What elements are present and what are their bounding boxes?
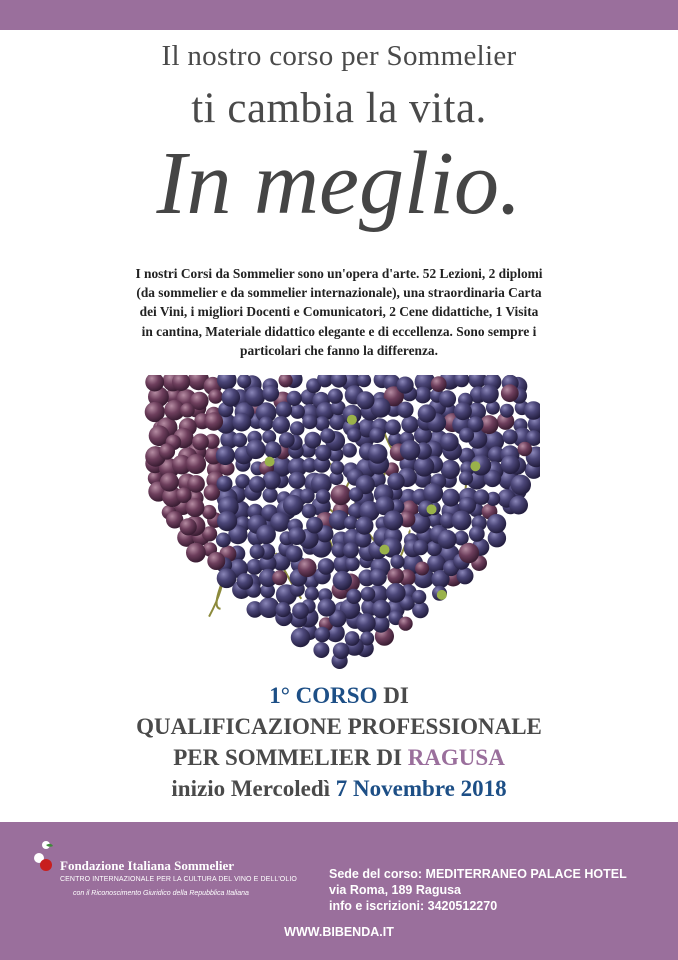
grape bbox=[290, 421, 305, 436]
green-grape bbox=[265, 457, 275, 467]
org-subtitle: CENTRO INTERNAZIONALE PER LA CULTURA DEL VINO E DELL'OLIO bbox=[60, 876, 297, 883]
org-recognition: con il Riconoscimento Giuridico della Repubblica Italiana bbox=[73, 890, 249, 897]
green-grape bbox=[437, 590, 447, 600]
grape bbox=[440, 433, 459, 452]
grape bbox=[355, 517, 373, 535]
grape bbox=[232, 413, 251, 432]
grape bbox=[333, 643, 350, 660]
grape bbox=[272, 570, 287, 585]
grape bbox=[401, 416, 418, 433]
grape bbox=[186, 543, 206, 563]
grape bbox=[187, 475, 205, 493]
grape bbox=[452, 511, 472, 531]
grape bbox=[159, 443, 175, 459]
grape bbox=[457, 567, 474, 584]
grape bbox=[256, 525, 276, 545]
venue-line: Sede del corso: MEDITERRANEO PALACE HOTEL bbox=[329, 867, 627, 881]
grape bbox=[302, 504, 317, 519]
grape bbox=[356, 613, 376, 633]
intro-line: particolari che fanno la differenza. bbox=[240, 342, 438, 358]
grape bbox=[343, 542, 359, 558]
grape bbox=[263, 487, 278, 502]
grape bbox=[349, 487, 363, 501]
grape bbox=[272, 416, 290, 434]
grape bbox=[369, 568, 387, 586]
venue-contact: info e iscrizioni: 3420512270 bbox=[329, 899, 498, 913]
grape bbox=[397, 402, 413, 418]
course-di: DI bbox=[377, 683, 409, 708]
course-line-1 bbox=[0, 680, 678, 711]
grape bbox=[399, 617, 413, 631]
headline-line-2: ti cambia la vita. bbox=[191, 85, 487, 132]
grape bbox=[509, 496, 528, 515]
grape bbox=[291, 628, 310, 647]
grape bbox=[302, 414, 317, 429]
grape bbox=[217, 476, 233, 492]
grape bbox=[474, 489, 490, 505]
grape bbox=[469, 526, 485, 542]
grape bbox=[233, 433, 248, 448]
grape bbox=[418, 404, 436, 422]
course-number: 1° CORSO bbox=[269, 683, 378, 708]
grape bbox=[459, 428, 474, 443]
grape bbox=[386, 583, 406, 603]
grape bbox=[207, 552, 225, 570]
grape bbox=[431, 376, 447, 392]
grape bbox=[347, 428, 361, 442]
grape bbox=[501, 455, 520, 474]
grape bbox=[186, 454, 206, 474]
intro-line: in cantina, Materiale didattico elegante e di eccellenza. Sono sempre i bbox=[141, 323, 537, 339]
grape bbox=[249, 476, 266, 493]
course-line-2: QUALIFICAZIONE PROFESSIONALE bbox=[136, 714, 542, 739]
course-start-prefix: inizio Mercoledì bbox=[171, 776, 336, 801]
grape bbox=[208, 389, 223, 404]
grape bbox=[318, 599, 336, 617]
grape bbox=[342, 443, 357, 458]
green-grape bbox=[380, 545, 390, 555]
grape bbox=[246, 440, 266, 460]
grape bbox=[372, 600, 391, 619]
grape bbox=[415, 387, 432, 404]
grape bbox=[454, 402, 472, 420]
grape bbox=[216, 533, 231, 548]
intro-line: (da sommelier e da sommelier internazionale), una straordinaria Carta bbox=[136, 285, 542, 301]
website-link[interactable]: WWW.BIBENDA.IT bbox=[284, 925, 394, 939]
grape bbox=[442, 489, 460, 507]
course-start bbox=[0, 773, 678, 804]
grape bbox=[345, 556, 360, 571]
grape bbox=[368, 444, 388, 464]
grape bbox=[387, 473, 404, 490]
grape bbox=[292, 602, 309, 619]
grape bbox=[288, 472, 305, 489]
grape bbox=[356, 391, 374, 409]
grape bbox=[259, 416, 273, 430]
intro-paragraph bbox=[106, 264, 572, 360]
grape-heart-image bbox=[140, 375, 540, 685]
grape bbox=[313, 642, 329, 658]
green-grape bbox=[427, 504, 437, 514]
grape bbox=[423, 483, 443, 503]
green-grape bbox=[470, 461, 480, 471]
grape bbox=[263, 385, 280, 402]
grape bbox=[286, 545, 303, 562]
venue-info bbox=[329, 866, 627, 914]
grape bbox=[279, 432, 295, 448]
grape bbox=[459, 471, 473, 485]
grape bbox=[283, 495, 304, 516]
grape bbox=[330, 461, 344, 475]
green-grape bbox=[347, 415, 357, 425]
grape bbox=[369, 427, 385, 443]
intro-line: dei Vini, i migliori Docenti e Comunicatori, 2 Cene didattiche, 1 Visita bbox=[139, 304, 539, 320]
fis-logo-icon bbox=[33, 840, 57, 874]
grape bbox=[216, 446, 235, 465]
grape bbox=[390, 555, 404, 569]
grape bbox=[331, 485, 352, 506]
grape bbox=[180, 403, 195, 418]
grape bbox=[383, 510, 403, 530]
grape bbox=[503, 429, 518, 444]
grape bbox=[459, 543, 479, 563]
grape bbox=[361, 587, 376, 602]
grape bbox=[413, 540, 428, 555]
grape bbox=[186, 498, 205, 517]
grape bbox=[160, 473, 179, 492]
grape bbox=[415, 562, 429, 576]
grape bbox=[400, 440, 420, 460]
course-line-3-prefix: PER SOMMELIER DI bbox=[173, 745, 408, 770]
grape bbox=[306, 517, 323, 534]
grape bbox=[345, 631, 360, 646]
grape bbox=[438, 530, 457, 549]
grape bbox=[315, 445, 331, 461]
course-line-3 bbox=[0, 742, 678, 773]
headline-line-1: Il nostro corso per Sommelier bbox=[161, 40, 517, 72]
grape bbox=[237, 573, 254, 590]
course-announcement bbox=[0, 680, 678, 804]
grape bbox=[385, 419, 401, 435]
grape bbox=[316, 489, 331, 504]
grape bbox=[290, 404, 305, 419]
org-name: Fondazione Italiana Sommelier bbox=[60, 858, 235, 873]
grape bbox=[264, 441, 281, 458]
grape bbox=[333, 571, 352, 590]
grape bbox=[320, 428, 335, 443]
grape bbox=[250, 544, 265, 559]
venue-address: via Roma, 189 Ragusa bbox=[329, 883, 462, 897]
grape bbox=[217, 511, 237, 531]
grape bbox=[346, 589, 361, 604]
grape bbox=[205, 412, 223, 430]
grape bbox=[518, 442, 533, 457]
grape bbox=[222, 388, 241, 407]
grape bbox=[276, 602, 291, 617]
grape-cluster bbox=[145, 375, 540, 669]
grape bbox=[287, 391, 302, 406]
grape bbox=[387, 568, 404, 585]
grape bbox=[427, 554, 446, 573]
grape bbox=[439, 390, 456, 407]
top-band bbox=[0, 0, 678, 30]
grape bbox=[180, 518, 197, 535]
grape bbox=[318, 558, 335, 575]
grape bbox=[192, 434, 209, 451]
grape bbox=[245, 387, 265, 407]
grape bbox=[305, 587, 319, 601]
headline-line-3: In meglio. bbox=[156, 134, 522, 233]
grape bbox=[487, 514, 506, 533]
grape bbox=[500, 404, 514, 418]
grape bbox=[328, 389, 343, 404]
grape bbox=[298, 558, 317, 577]
grape bbox=[397, 377, 414, 394]
grape bbox=[480, 385, 499, 404]
grape bbox=[511, 475, 531, 495]
grape bbox=[412, 590, 426, 604]
course-start-date: 7 Novembre 2018 bbox=[335, 776, 507, 801]
grape bbox=[315, 627, 331, 643]
course-city: RAGUSA bbox=[407, 745, 505, 770]
grape bbox=[501, 384, 519, 402]
grape bbox=[288, 527, 306, 545]
grape bbox=[304, 432, 321, 449]
intro-line: I nostri Corsi da Sommelier sono un'opera d'arte. 52 Lezioni, 2 diplomi bbox=[135, 266, 543, 281]
